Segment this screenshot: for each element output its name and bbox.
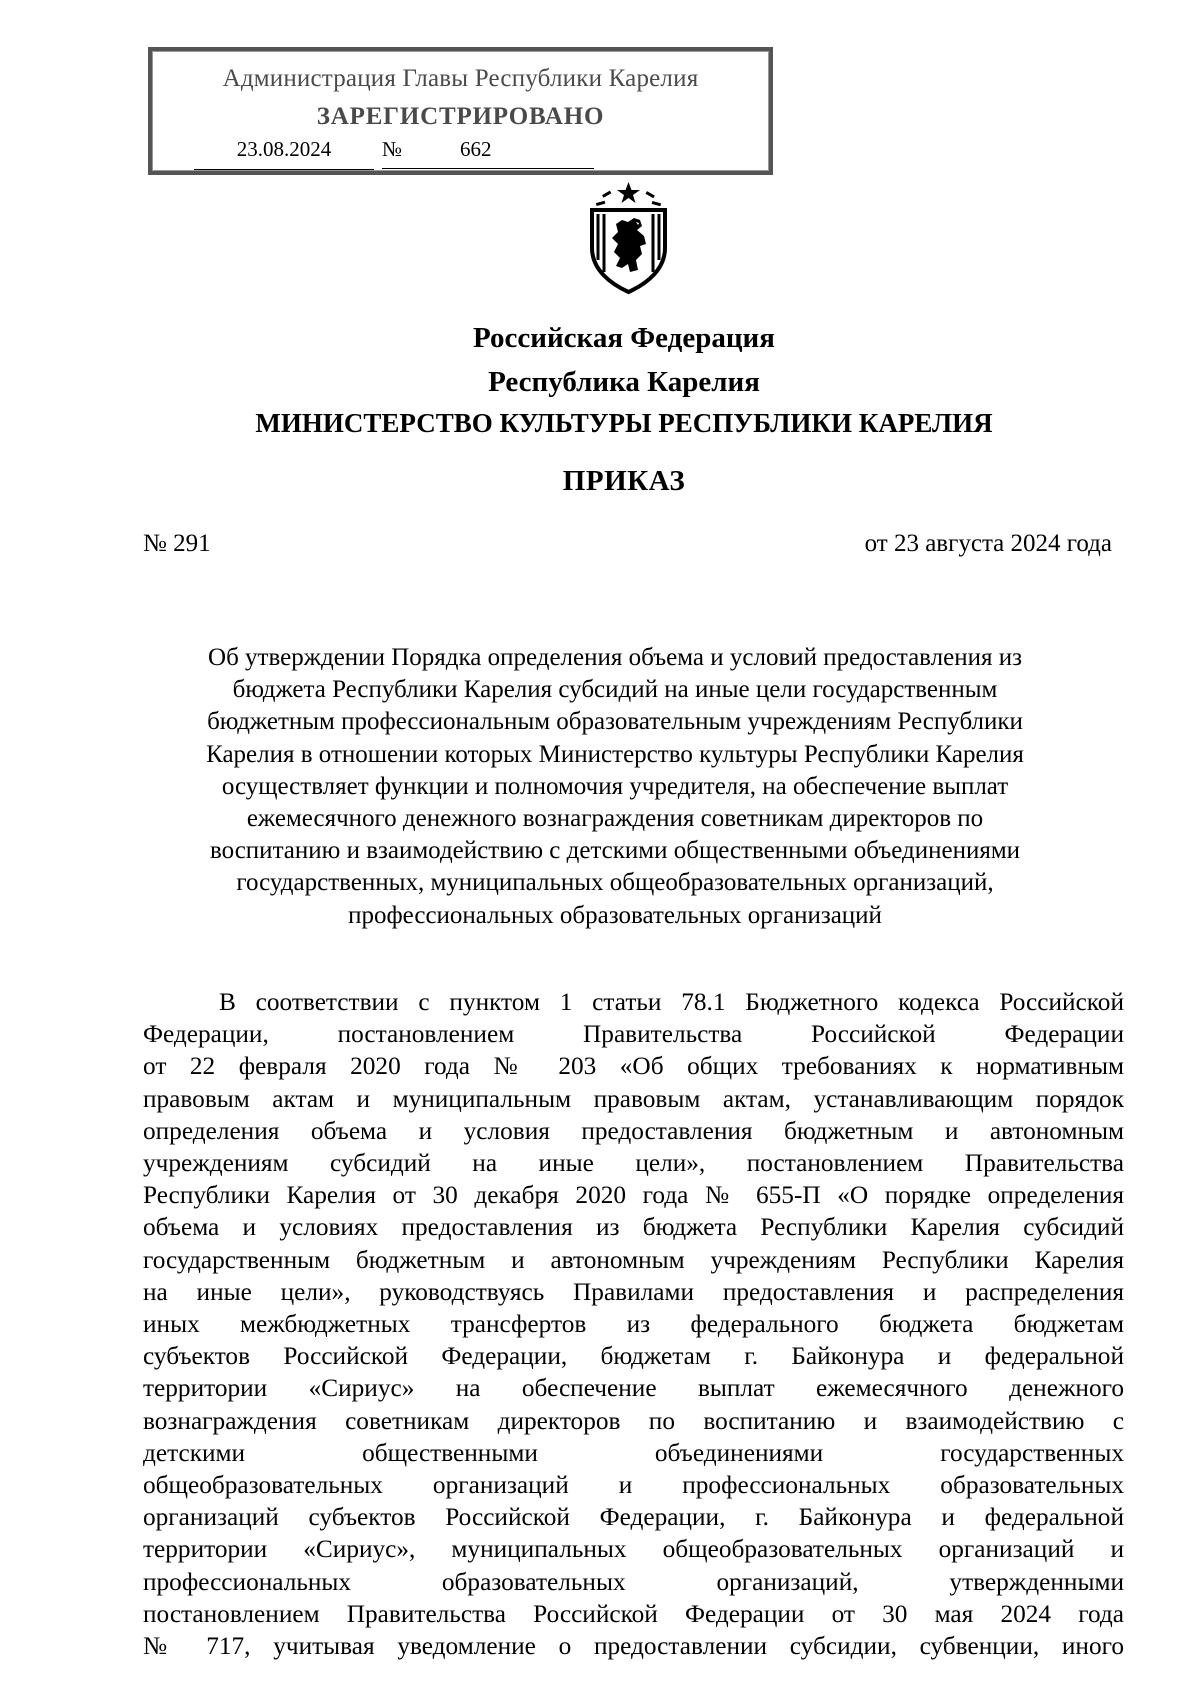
order-body-paragraph — [143, 986, 1124, 1662]
title-line: бюджетным профессиональным образовательным учреждениям Республики — [207, 708, 1023, 736]
title-line: Об утверждении Порядка определения объема и условий предоставления из — [208, 644, 1022, 671]
stamp-organization: Администрация Главы Республики Карелия — [222, 65, 699, 92]
body-line: правовым актам и муниципальным правовым актам, устанавливающим порядок — [143, 1084, 1124, 1113]
body-line: от 22 февраля 2020 года № 203 «Об общих требованиях к нормативным — [143, 1052, 1124, 1081]
body-line: общеобразовательных организаций и профессиональных образовательных — [143, 1471, 1124, 1500]
title-line: государственных, муниципальных общеобразовательных организаций, — [236, 869, 994, 897]
body-line: № 717, учитывая уведомление о предоставлении субсидии, субвенции, иного — [143, 1632, 1124, 1661]
title-line: Карелия в отношении которых Министерство культуры Республики Карелия — [206, 740, 1024, 768]
body-line: организаций субъектов Российской Федерации, г. Байконура и федеральной — [143, 1503, 1124, 1532]
body-line: определения объема и условия предоставления бюджетным и автономным — [143, 1116, 1124, 1145]
registration-stamp — [148, 47, 773, 175]
title-line: бюджета Республики Карелия субсидий на иные цели государственным — [232, 676, 998, 704]
header-country: Российская Федерация — [473, 322, 775, 354]
order-title — [150, 642, 1080, 932]
body-line: на иные цели», руководствуясь Правилами предоставления и распределения — [143, 1277, 1124, 1306]
body-line: объема и условиях предоставления из бюджета Республики Карелия субсидий — [143, 1213, 1124, 1242]
order-date: от 23 августа 2024 года — [864, 530, 1112, 557]
body-line: учреждениям субсидий на иные цели», постановлением Правительства — [143, 1149, 1124, 1178]
body-line: территории «Сириус» на обеспечение выплат ежемесячного денежного — [143, 1374, 1124, 1403]
karelia-coat-of-arms-icon — [582, 180, 675, 296]
body-line: вознаграждения советникам директоров по воспитанию и взаимодействию с — [143, 1406, 1124, 1435]
title-line: профессиональных образовательных организаций — [348, 901, 882, 929]
title-line: ежемесячного денежного вознаграждения советникам директоров по — [246, 805, 984, 833]
order-number: № 291 — [143, 530, 211, 557]
stamp-number: 662 — [382, 137, 594, 169]
stamp-date: 23.08.2024 — [194, 137, 374, 170]
body-line: государственным бюджетным и автономным учреждениям Республики Карелия — [143, 1245, 1124, 1274]
body-line: Федерации, постановлением Правительства Российской Федерации — [143, 1020, 1124, 1049]
header-ministry: МИНИСТЕРСТВО КУЛЬТУРЫ РЕСПУБЛИКИ КАРЕЛИЯ — [255, 408, 993, 438]
title-line: осуществляет функции и полномочия учредителя, на обеспечение выплат — [221, 772, 1009, 800]
stamp-status: ЗАРЕГИСТРИРОВАНО — [316, 103, 605, 130]
document-type: ПРИКАЗ — [562, 465, 686, 497]
title-line: воспитанию и взаимодействию с детскими общественными объединениями — [209, 837, 1021, 865]
header-republic: Республика Карелия — [488, 366, 760, 398]
body-line: Республики Карелия от 30 декабря 2020 года № 655-П «О порядке определения — [143, 1181, 1124, 1210]
body-line: профессиональных образовательных организаций, утвержденными — [143, 1567, 1124, 1596]
body-line: территории «Сириус», муниципальных общеобразовательных организаций и — [143, 1535, 1124, 1564]
body-line: иных межбюджетных трансфертов из федерального бюджета бюджетам — [143, 1310, 1124, 1339]
stamp-number-label: № — [382, 137, 403, 161]
body-line: детскими общественными объединениями государственных — [143, 1438, 1124, 1467]
body-line: постановлением Правительства Российской Федерации от 30 мая 2024 года — [143, 1599, 1124, 1628]
body-line: субъектов Российской Федерации, бюджетам г. Байконура и федеральной — [143, 1342, 1124, 1371]
body-line: В соответствии с пунктом 1 статьи 78.1 Бюджетного кодекса Российской — [219, 988, 1124, 1016]
